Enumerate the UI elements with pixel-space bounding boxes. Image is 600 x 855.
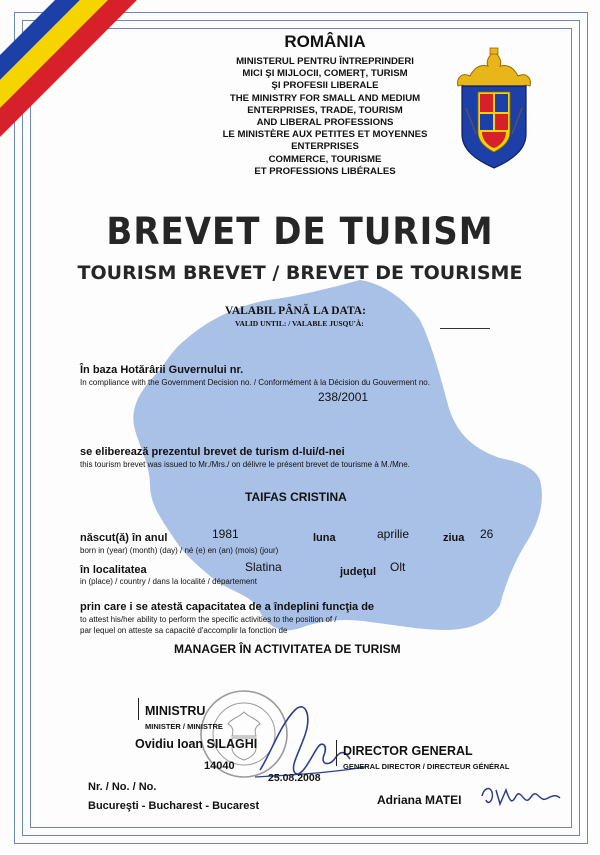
director-rule — [336, 740, 337, 766]
ministry-line: LE MINISTÈRE AUX PETITES ET MOYENNES — [222, 129, 428, 141]
minister-subtitle: MINISTER / MINISTRE — [145, 722, 223, 731]
director-title: DIRECTOR GENERAL — [343, 744, 473, 758]
minister-title: MINISTRU — [145, 704, 206, 718]
document-subtitle: TOURISM BREVET / BREVET DE TOURISME — [77, 262, 523, 284]
birth-day: 26 — [480, 527, 494, 541]
holder-name: TAIFAS CRISTINA — [245, 490, 347, 504]
born-label: născut(ă) în anul — [80, 532, 168, 544]
ministry-line: MICI ŞI MIJLOCII, COMERŢ, TURISM — [242, 68, 408, 80]
ministry-line: ENTERPRISES — [291, 141, 359, 153]
validity-sublabel: VALID UNTIL: / VALABLE JUSQU'À: — [235, 319, 364, 328]
validity-label: VALABIL PÂNĂ LA DATA: — [225, 305, 366, 317]
director-name: Adriana MATEI — [377, 793, 462, 807]
place-label: în localitatea — [80, 564, 147, 576]
birth-county: Olt — [390, 560, 406, 574]
birth-place: Slatina — [245, 560, 282, 574]
ministry-line: MINISTERUL PENTRU ÎNTREPRINDERI — [236, 56, 414, 67]
ministry-line: ŞI PROFESII LIBERALE — [271, 80, 379, 92]
ministry-line: THE MINISTRY FOR SMALL AND MEDIUM — [229, 92, 421, 104]
country-title: ROMÂNIA — [284, 32, 366, 51]
document-title: BREVET DE TURISM — [106, 210, 494, 254]
registration-date: 25.08.2008 — [268, 772, 321, 784]
county-label: judeţul — [340, 566, 377, 578]
month-label: luna — [313, 532, 336, 544]
minister-rule — [138, 698, 139, 720]
registration-label: Nr. / No. / No. — [88, 781, 157, 793]
decision-label: În baza Hotărârii Guvernului nr. — [80, 364, 244, 376]
birth-year: 1981 — [212, 527, 239, 541]
birth-month: aprilie — [377, 527, 410, 541]
director-subtitle: GENERAL DIRECTOR / DIRECTEUR GÉNÉRAL — [343, 762, 510, 771]
city-line: Bucureşti - Bucharest - Bucarest — [88, 800, 260, 812]
capacity-label: prin care i se atestă capacitatea de a îndeplini funcţia de — [80, 601, 375, 613]
position-title: MANAGER ÎN ACTIVITATEA DE TURISM — [174, 642, 401, 656]
capacity-sublabel-en: to attest his/her ability to perform the specific activities to the position of / — [80, 615, 337, 624]
issued-label: se eliberează prezentul brevet de turism d-lui/d-nei — [80, 446, 345, 458]
validity-date-line — [440, 328, 490, 329]
capacity-sublabel-fr: par lequel on atteste sa capacité d'accomplir la fonction de — [80, 626, 288, 635]
decision-number: 238/2001 — [318, 390, 369, 404]
ministry-line: ET PROFESSIONS LIBÉRALES — [254, 165, 396, 177]
ministry-name — [200, 56, 450, 178]
decision-sublabel: In compliance with the Government Decision no. / Conformément à la Décision du Gouverment no. — [80, 378, 430, 387]
place-sublabel: in (place) / country / dans la localité / département — [80, 577, 257, 586]
ministry-line: COMMERCE, TOURISME — [268, 153, 382, 165]
ministry-line: ENTERPRISES, TRADE, TOURISM — [247, 104, 403, 116]
day-label: ziua — [443, 532, 465, 544]
issued-sublabel: this tourism brevet was issued to Mr./Mrs./ on délivre le présent brevet de tourisme à M./Mne. — [80, 460, 410, 469]
ministry-line: AND LIBERAL PROFESSIONS — [256, 117, 394, 129]
registration-number: 14040 — [204, 760, 235, 772]
born-sublabel: born in (year) (month) (day) / né (e) en (an) (mois) (jour) — [80, 546, 279, 555]
coat-of-arms-icon — [452, 46, 536, 172]
minister-name: Ovidiu Ioan SILAGHI — [135, 737, 258, 751]
director-signature-icon — [476, 778, 562, 812]
